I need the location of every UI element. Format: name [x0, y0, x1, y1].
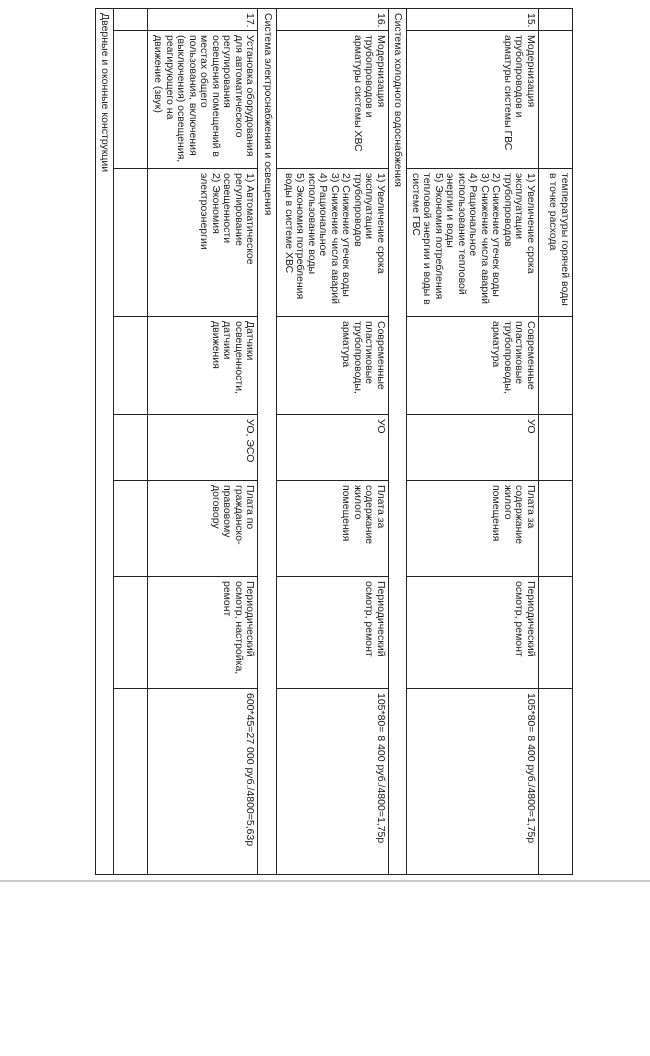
cost-cell: [539, 689, 573, 875]
measure-cell: Модернизация трубопроводов и арматуры системы ХВС: [277, 31, 389, 169]
executor-cell: УО: [277, 415, 389, 481]
executor-cell: [114, 415, 148, 481]
table-row: [148, 9, 258, 875]
effects-cell: 1) Автоматическое регулирование освещенности 2) Экономия электроэнергии: [148, 169, 258, 317]
funding-cell: Плата за содержание жилого помещения: [277, 481, 389, 577]
executor-cell: УО: [407, 415, 539, 481]
equipment-cell: [539, 317, 573, 415]
section-row: [389, 9, 408, 875]
effects-cell: температуры горячей воды в точке расхода: [539, 169, 573, 317]
executor-cell: УО, ЭСО: [148, 415, 258, 481]
executor-cell: [539, 415, 573, 481]
row-number: 15.: [407, 9, 539, 31]
measure-cell: [539, 31, 573, 169]
equipment-cell: Датчики освещенности, датчики движения: [148, 317, 258, 415]
equipment-cell: [114, 317, 148, 415]
measure-cell: [114, 31, 148, 169]
maintenance-cell: [114, 577, 148, 689]
section-row: [258, 9, 277, 875]
funding-cell: [114, 481, 148, 577]
effects-cell: 1) Увеличение срока эксплуатации трубопроводов 2) Снижение утечек воды 3) Снижение числа аварий 4) Рациональное использование тепловой энергии и воды 5) Экономия потребления тепловой энергии и воды в системе ГВС: [407, 169, 539, 317]
maintenance-cell: Периодический осмотр, настройка, ремонт: [148, 577, 258, 689]
table-row: [277, 9, 389, 875]
cost-cell: 105*80= 8 400 руб./4800=1,75р: [277, 689, 389, 875]
table-row: [114, 9, 148, 875]
maintenance-cell: Периодический осмотр, ремонт: [277, 577, 389, 689]
section-title: Система холодного водоснабжения: [389, 9, 408, 875]
cost-cell: 105*80= 8 400 руб./4800=1,75р: [407, 689, 539, 875]
funding-cell: [539, 481, 573, 577]
section-row: [96, 9, 115, 875]
row-number: 16.: [277, 9, 389, 31]
table-row: [407, 9, 539, 875]
cost-cell: [114, 689, 148, 875]
section-title: Дверные и оконные конструкции: [96, 9, 115, 875]
effects-cell: 1) Увеличение срока эксплуатации трубопроводов 2) Снижение утечек воды 3) Снижение числа аварий 4) Рациональное использование воды 5) Экономия потребления воды в системе ХВС: [277, 169, 389, 317]
rotated-document: [53, 8, 573, 874]
equipment-cell: Современные пластиковые трубопроводы, арматура: [407, 317, 539, 415]
measure-cell: Установка оборудования для автоматического регулирования освещения помещений в местах общего пользования, включения (выключения) освещения, реагирующего на движение (звук): [148, 31, 258, 169]
equipment-cell: Современные пластиковые трубопроводы, арматура: [277, 317, 389, 415]
row-number: [539, 9, 573, 31]
row-number: 17.: [148, 9, 258, 31]
cost-cell: 600*45=27 000 руб./4800=5,63р: [148, 689, 258, 875]
row-number: [114, 9, 148, 31]
maintenance-cell: Периодический осмотр, ремонт: [407, 577, 539, 689]
table-row: [539, 9, 573, 875]
maintenance-cell: [539, 577, 573, 689]
funding-cell: Плата за содержание жилого помещения: [407, 481, 539, 577]
funding-cell: Плата по гражданско-правовому договору: [148, 481, 258, 577]
effects-cell: [114, 169, 148, 317]
measure-cell: Модернизация трубопроводов и арматуры системы ГВС: [407, 31, 539, 169]
section-title: Система электроснабжения и освещения: [258, 9, 277, 875]
measures-table: [95, 8, 573, 875]
